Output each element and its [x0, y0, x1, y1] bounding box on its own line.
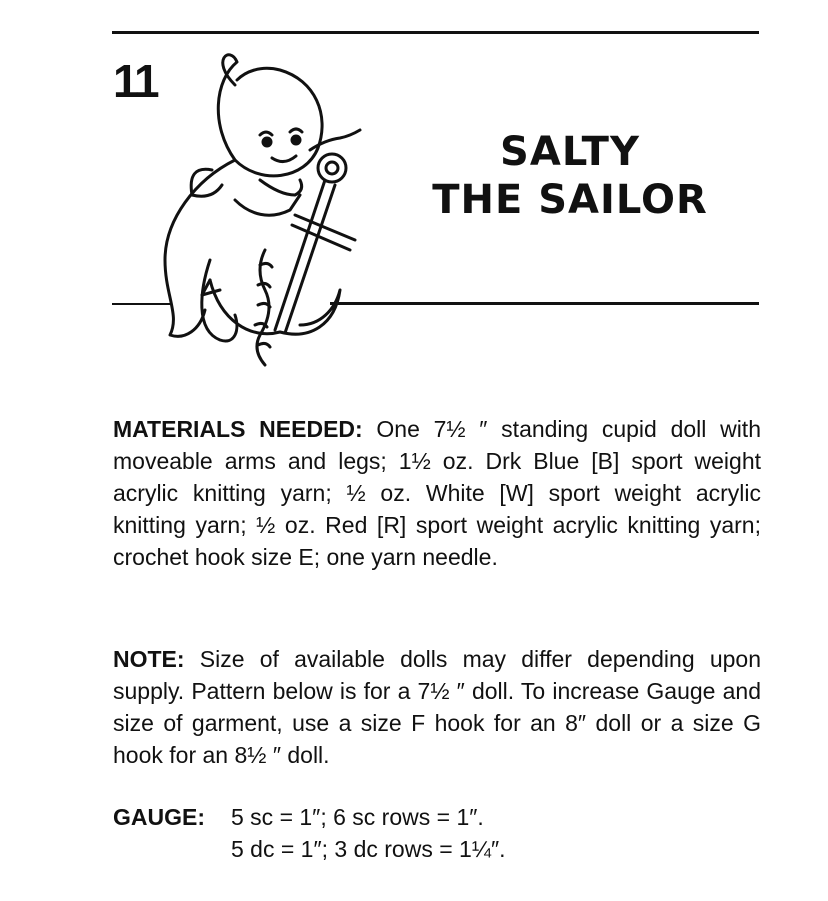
gauge-section [113, 801, 506, 865]
left-rule-segment [112, 303, 172, 305]
title-line-2: THE SAILOR [432, 177, 708, 223]
materials-paragraph [113, 413, 761, 573]
gauge-line-2: 5 dc = 1″; 3 dc rows = 1¼″. [231, 836, 506, 862]
note-paragraph [113, 643, 761, 771]
gauge-label: GAUGE: [113, 804, 205, 830]
note-label: NOTE: [113, 646, 185, 672]
gauge-line-1: 5 sc = 1″; 6 sc rows = 1″. [231, 804, 484, 830]
page-title [430, 128, 710, 224]
note-text: Size of available dolls may differ depending upon supply. Pattern below is for a 7½ ″ doll. To increase Gauge and size of garment, use a size F hook for an 8″ doll or a size G hook for an 8½ ″ doll. [113, 646, 761, 768]
title-line-1: SALTY [500, 129, 640, 175]
page-number: 11 [113, 55, 158, 107]
gauge-line-1-row [113, 801, 506, 833]
top-rule [112, 31, 759, 34]
materials-label: MATERIALS NEEDED: [113, 416, 363, 442]
cupid-with-anchor-icon [140, 40, 370, 380]
title-bottom-rule [330, 302, 759, 305]
materials-text: One 7½ ″ standing cupid doll with moveable arms and legs; 1½ oz. Drk Blue [B] sport weight acrylic knitting yarn; ½ oz. White [W] sport weight acrylic knitting yarn; ½ oz. Red [R] sport weight acrylic knitting yarn; crochet hook size E; one yarn needle. [113, 416, 761, 570]
